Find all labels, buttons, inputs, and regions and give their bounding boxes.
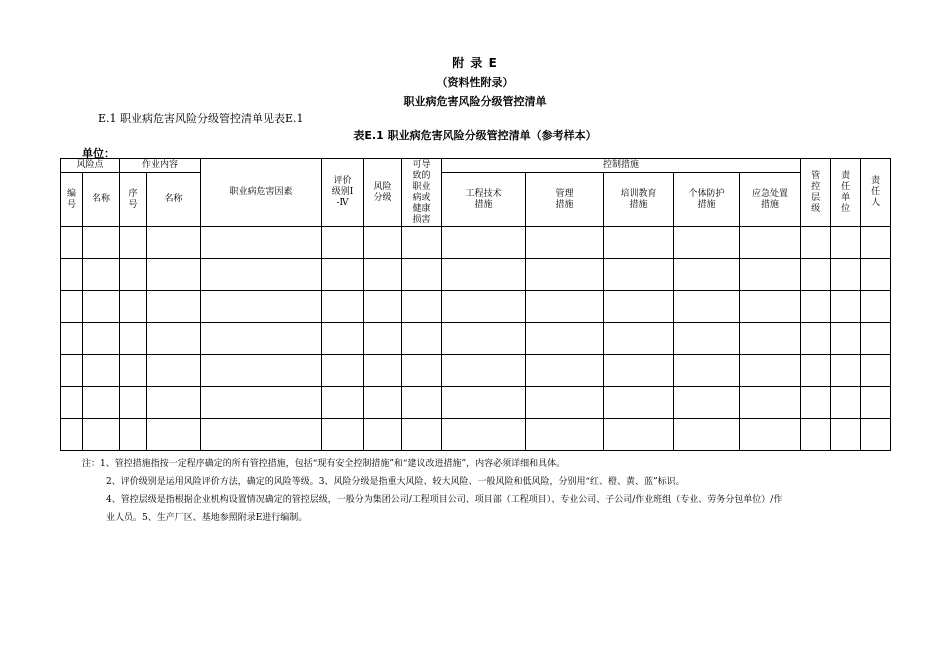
table-row (61, 387, 891, 419)
table-cell (120, 323, 147, 355)
subheader-work-name: 名称 (147, 173, 201, 227)
table-cell (740, 323, 801, 355)
table-cell (740, 419, 801, 451)
table-cell (604, 387, 674, 419)
note-2: 2、评价级别是运用风险评价方法，确定的风险等级。3、风险分级是指重大风险、较大风险、一般风险和低风险，分别用“红、橙、黄、蓝”标识。 (106, 477, 685, 487)
appendix-heading: 职业病危害风险分级管控清单 (403, 95, 547, 108)
table-cell (83, 259, 120, 291)
header-risk-point: 风险点 (61, 159, 120, 173)
table-cell (201, 259, 322, 291)
table-cell (147, 291, 201, 323)
table-cell (740, 387, 801, 419)
table-cell (147, 227, 201, 259)
table-cell (831, 323, 861, 355)
table-cell (402, 323, 442, 355)
table-cell (526, 419, 604, 451)
unit-label: 单位： (82, 147, 115, 160)
table-cell (526, 227, 604, 259)
table-caption: 表E.1 职业病危害风险分级管控清单（参考样本） (353, 129, 597, 142)
subheader-risk-name: 名称 (83, 173, 120, 227)
header-control-measures: 控制措施 (442, 159, 801, 173)
table-cell (364, 227, 402, 259)
table-cell (322, 291, 364, 323)
table-cell (604, 355, 674, 387)
table-cell (322, 259, 364, 291)
table-cell (740, 227, 801, 259)
table-cell (322, 227, 364, 259)
table-cell (364, 323, 402, 355)
note-4: 业人员。5、生产厂区、基地参照附录E进行编制。 (106, 513, 308, 523)
table-cell (740, 291, 801, 323)
subheader-emergency: 应急处置措施 (740, 173, 801, 227)
table-cell (861, 227, 891, 259)
table-cell (801, 419, 831, 451)
risk-control-table (60, 158, 891, 451)
note-1: 注：1、管控措施指按一定程序确定的所有管控措施，包括“现有安全控制措施”和“建议改进措施”，内容必须详细和具体。 (82, 459, 566, 469)
table-cell (831, 259, 861, 291)
table-cell (402, 291, 442, 323)
table-cell (61, 291, 83, 323)
table-cell (604, 419, 674, 451)
table-cell (201, 355, 322, 387)
table-cell (61, 355, 83, 387)
subheader-engineering: 工程技术措施 (442, 173, 526, 227)
table-cell (831, 355, 861, 387)
table-cell (120, 227, 147, 259)
table-cell (364, 355, 402, 387)
header-resp-person: 责任人 (861, 159, 891, 227)
table-cell (201, 419, 322, 451)
appendix-title: 附 录 E (452, 56, 498, 70)
header-control-layer: 管控层级 (801, 159, 831, 227)
header-resp-unit: 责任单位 (831, 159, 861, 227)
table-cell (120, 291, 147, 323)
table-cell (674, 387, 740, 419)
table-cell (442, 291, 526, 323)
table-cell (674, 323, 740, 355)
table-cell (861, 387, 891, 419)
table-cell (120, 387, 147, 419)
table-cell (61, 419, 83, 451)
table-cell (322, 323, 364, 355)
table-cell (120, 419, 147, 451)
table-cell (322, 387, 364, 419)
table-cell (801, 387, 831, 419)
subheader-management: 管理措施 (526, 173, 604, 227)
table-cell (674, 291, 740, 323)
table-cell (83, 355, 120, 387)
table-cell (801, 259, 831, 291)
table-cell (83, 291, 120, 323)
table-cell (61, 323, 83, 355)
table-cell (442, 323, 526, 355)
table-cell (147, 419, 201, 451)
table-cell (83, 387, 120, 419)
table-cell (120, 259, 147, 291)
table-cell (442, 355, 526, 387)
header-work-content: 作业内容 (120, 159, 201, 173)
table-cell (526, 291, 604, 323)
table-cell (83, 323, 120, 355)
table-cell (526, 355, 604, 387)
table-cell (201, 387, 322, 419)
table-cell (120, 355, 147, 387)
table-cell (147, 355, 201, 387)
table-cell (61, 259, 83, 291)
table-cell (604, 227, 674, 259)
table-cell (322, 419, 364, 451)
table-cell (861, 291, 891, 323)
subheader-ppe: 个体防护措施 (674, 173, 740, 227)
table-cell (83, 419, 120, 451)
table-cell (740, 259, 801, 291)
table-body (61, 227, 891, 451)
table-cell (201, 227, 322, 259)
table-cell (442, 227, 526, 259)
table-cell (364, 387, 402, 419)
appendix-subtitle: （资料性附录） (436, 76, 514, 89)
table-cell (201, 291, 322, 323)
table-cell (831, 227, 861, 259)
table-cell (604, 291, 674, 323)
table-cell (831, 387, 861, 419)
table-cell (402, 419, 442, 451)
table-cell (364, 419, 402, 451)
table-cell (674, 355, 740, 387)
section-heading: E.1 职业病危害风险分级管控清单见表E.1 (98, 112, 304, 125)
subheader-training: 培训教育措施 (604, 173, 674, 227)
table-cell (364, 291, 402, 323)
table-cell (402, 227, 442, 259)
table-cell (801, 291, 831, 323)
table-row (61, 419, 891, 451)
table-cell (801, 323, 831, 355)
table-cell (83, 227, 120, 259)
table-cell (604, 259, 674, 291)
table-cell (322, 355, 364, 387)
table-row (61, 355, 891, 387)
header-possible-disease: 可导致的职业病或健康损害 (402, 159, 442, 227)
table-cell (364, 259, 402, 291)
table-cell (147, 387, 201, 419)
table-cell (147, 323, 201, 355)
table-cell (402, 355, 442, 387)
subheader-work-no: 序号 (120, 173, 147, 227)
table-cell (831, 419, 861, 451)
table-cell (831, 291, 861, 323)
table-cell (861, 355, 891, 387)
table-cell (61, 387, 83, 419)
table-cell (526, 259, 604, 291)
table-cell (61, 227, 83, 259)
note-3: 4、管控层级是指根据企业机构设置情况确定的管控层级，一般分为集团公司/工程项目公司、项目部（工程项目）、专业公司、子公司/作业班组（专业、劳务分包单位）/作 (106, 495, 783, 505)
table-cell (861, 259, 891, 291)
table-cell (861, 323, 891, 355)
table-cell (674, 259, 740, 291)
table-cell (526, 323, 604, 355)
table-row (61, 259, 891, 291)
table-cell (402, 387, 442, 419)
table-cell (674, 227, 740, 259)
table-row (61, 227, 891, 259)
table-cell (442, 259, 526, 291)
table-cell (201, 323, 322, 355)
table-row (61, 323, 891, 355)
table-cell (674, 419, 740, 451)
table-row (61, 291, 891, 323)
table-cell (147, 259, 201, 291)
table-cell (801, 227, 831, 259)
subheader-risk-no: 编号 (61, 173, 83, 227)
header-eval-level: 评价级别Ⅰ-Ⅳ (322, 159, 364, 227)
table-cell (402, 259, 442, 291)
table-cell (604, 323, 674, 355)
table-cell (801, 355, 831, 387)
header-hazard-factor: 职业病危害因素 (201, 159, 322, 227)
header-risk-level: 风险分级 (364, 159, 402, 227)
table-cell (442, 419, 526, 451)
table-cell (861, 419, 891, 451)
table-cell (526, 387, 604, 419)
table-cell (740, 355, 801, 387)
table-cell (442, 387, 526, 419)
